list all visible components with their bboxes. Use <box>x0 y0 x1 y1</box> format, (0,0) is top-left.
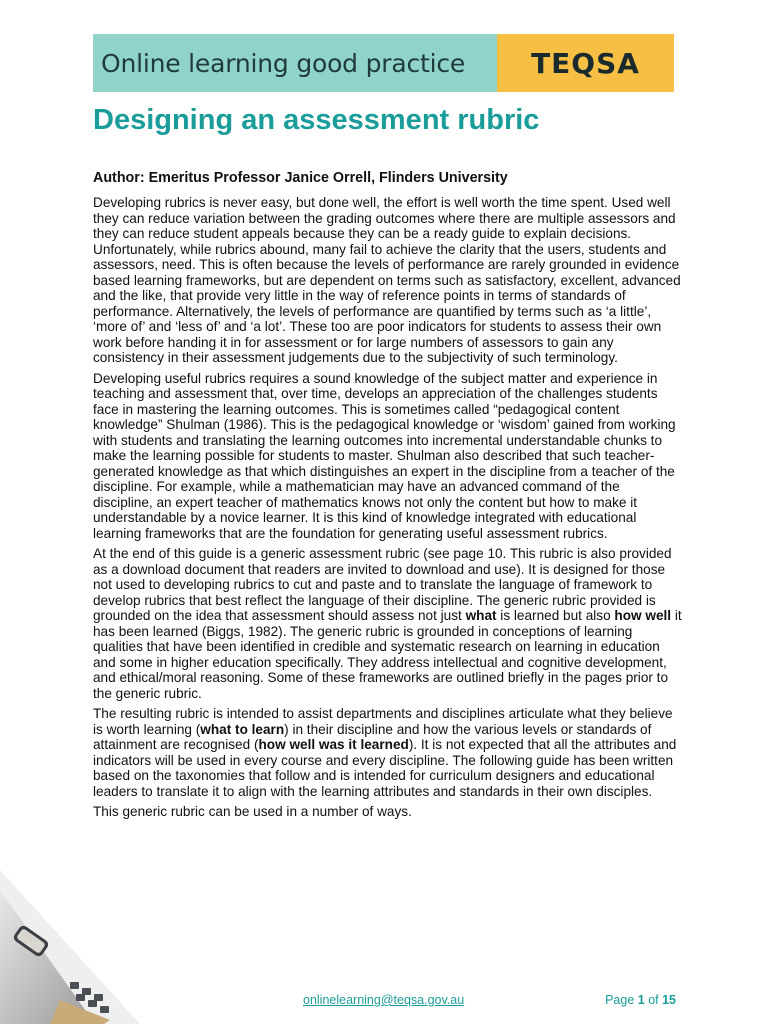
body-paragraph <box>93 195 683 366</box>
paragraph-text: At the end of this guide is a generic assessment rubric (see page 10. This rubric is also provided as a download document that readers are invited to download and use). It is designed for those not used to developing rubrics to cut and paste and to translate the language of framework to develop rubrics that best reflect the language of their discipline. The generic rubric provided is grounded on the idea that assessment should assess not just <box>93 546 672 623</box>
body-paragraph <box>93 546 683 701</box>
paragraph-text: The resulting rubric is intended to assist departments and disciplines articulate what they believe is worth learning ( <box>93 706 673 737</box>
page-total: 15 <box>662 993 676 1007</box>
page-prefix: Page <box>605 993 638 1007</box>
paragraph-text: it has been learned (Biggs, 1982). The generic rubric is grounded in conceptions of learning qualities that have been identified in credible and systematic research on learning in education and some in higher education specifically. They address intellectual and cognitive development, and ethical/moral reasoning. Some of these frameworks are outlined briefly in the pages prior to the generic rubric. <box>93 608 682 701</box>
paragraph-text: ). It is not expected that all the attributes and indicators will be used in every course and every discipline. The following guide has been written based on the taxonomies that follow and is intended for curriculum designers and educational leaders to translate it to align with the learning attributes and standards in their own disciples. <box>93 737 677 799</box>
header-banner <box>93 34 674 92</box>
banner-title: Online learning good practice <box>101 48 466 78</box>
paragraph-text: is learned but also <box>496 608 615 623</box>
paragraph-text: Developing rubrics is never easy, but done well, the effort is well worth the time spent. Used well they can reduce variation between the grading outcomes where there are multiple assessors and they can reduce student appeals because they can be a ready guide to explain decisions. Unfortunately, while rubrics abound, many fail to achieve the clarity that the users, students and assessors, need. This is often because the levels of performance are rarely grounded in evidence based learning frameworks, but are dependent on terms such as satisfactory, excellent, advanced and the like, that provide very little in the way of reference points in terms of standards of performance. Alternatively, the levels of performance are quantified by terms such as ‘a little’, ‘more of’ and ‘less of’ and ‘a lot’. These too are poor indicators for students to assess their own work before handing it in for assessment or for large numbers of assessors to gain any consistency in their assessment judgements due to the subjectivity of such terminology. <box>93 195 681 365</box>
banner-title-panel <box>93 34 497 92</box>
page-current: 1 <box>637 993 645 1007</box>
teqsa-logo: TEQSA <box>531 46 640 80</box>
body-paragraph <box>93 706 683 799</box>
body-paragraph <box>93 804 683 820</box>
author-line: Author: Emeritus Professor Janice Orrell, Flinders University <box>93 170 508 186</box>
paragraph-text: This generic rubric can be used in a number of ways. <box>93 804 412 819</box>
emphasis-text: what <box>465 608 497 623</box>
paragraph-text: Developing useful rubrics requires a sound knowledge of the subject matter and experience in teaching and assessment that, over time, develops an appreciation of the challenges students face in mastering the learning outcomes. This is sometimes called “pedagogical content knowledge” Shulman (1986). This is the pedagogical knowledge or ‘wisdom’ gained from working with students and translating the learning outcomes into incremental understandable chunks to make the learning possible for students to master. Shulman also described that such teacher-generated knowledge as that which distinguishes an expert in the discipline from a teacher of the discipline. For example, while a mathematician may have an advanced command of the discipline, an expert teacher of mathematics knows not only the content but how to make it understandable by a novice learner. It is this kind of knowledge integrated with educational learning frameworks that are the foundation for generating useful assessment rubrics. <box>93 370 676 541</box>
emphasis-text: how well was it learned <box>258 737 409 752</box>
document-body <box>93 195 683 825</box>
body-paragraph <box>93 371 683 542</box>
page-of: of <box>644 993 663 1007</box>
emphasis-text: how well <box>614 608 672 623</box>
page-title: Designing an assessment rubric <box>93 104 540 136</box>
footer-email-link[interactable]: onlinelearning@teqsa.gov.au <box>303 993 465 1007</box>
emphasis-text: what to learn <box>200 721 285 737</box>
paragraph-text: ) in their discipline and how the various levels or standards of attainment are recognised ( <box>93 721 652 752</box>
page-indicator <box>605 993 676 1007</box>
desk-photo-decoration <box>0 870 140 1024</box>
banner-logo-panel <box>497 34 674 92</box>
